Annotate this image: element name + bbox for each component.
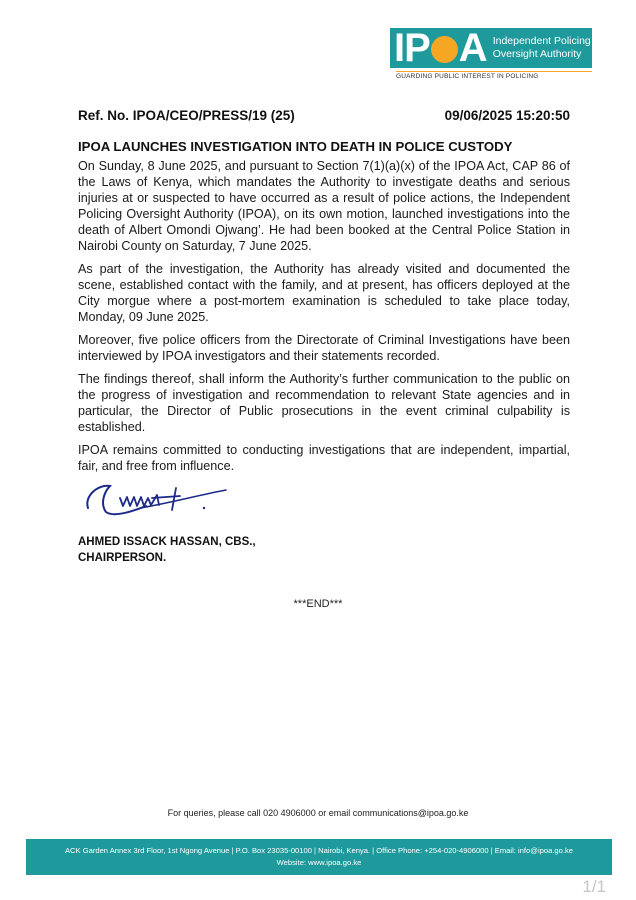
footer-address: ACK Garden Annex 3rd Floor, 1st Ngong Avenue | P.O. Box 23035-00100 | Nairobi, Kenya. | Office Phone: +254-020-4906000 | Email: info@ipoa.go.ke	[64, 846, 574, 855]
logo-word-start: IP	[394, 26, 430, 70]
logo-name	[493, 35, 591, 61]
reference-number: Ref. No. IPOA/CEO/PRESS/19 (25)	[78, 108, 295, 123]
queries-contact: For queries, please call 020 4906000 or email communications@ipoa.go.ke	[167, 808, 469, 818]
paragraph-4: The findings thereof, shall inform the Authority’s further communication to the public on the progress of investigation and recommendation to relevant State agencies and in particular, the Director of Public prosecutions in the event criminal culpability is established.	[78, 372, 570, 434]
logo-sun-icon	[431, 36, 458, 63]
paragraph-1: On Sunday, 8 June 2025, and pursuant to Section 7(1)(a)(x) of the IPOA Act, CAP 86 of the Laws of Kenya, which mandates the Authority to investigate deaths and serious injuries at or suspected to have occurred as a result of police actions, the Independent Policing Oversight Authority (IPOA), on its own motion, launched investigations into the death of Albert Omondi Ojwang’. He had been booked at the Central Police Station in Nairobi County on Saturday, 7 June 2025.	[78, 159, 570, 253]
logo-wordmark	[394, 28, 487, 68]
signatory-name: AHMED ISSACK HASSAN, CBS.,	[78, 536, 256, 548]
logo-tagline: GUARDING PUBLIC INTEREST IN POLICING	[396, 71, 592, 80]
logo-word-end: A	[458, 26, 487, 70]
end-marker: ***END***	[293, 598, 343, 610]
signatory-block	[78, 534, 256, 566]
paragraph-2: As part of the investigation, the Authority has already visited and documented the scene, established contact with the family, and at present, has officers deployed at the City morgue where a post-mortem examination is scheduled to take place today, Monday, 09 June 2025.	[78, 262, 570, 324]
press-body	[78, 158, 570, 481]
footer-bar	[26, 839, 612, 875]
paragraph-3: Moreover, five police officers from the Directorate of Criminal Investigations have been interviewed by IPOA investigators and their statements recorded.	[78, 333, 570, 363]
reference-datetime: 09/06/2025 15:20:50	[444, 108, 570, 123]
signatory-title: CHAIRPERSON.	[78, 552, 167, 564]
press-headline: IPOA LAUNCHES INVESTIGATION INTO DEATH IN POLICE CUSTODY	[78, 139, 513, 154]
handwritten-signature	[80, 478, 230, 524]
ipoa-logo	[390, 28, 592, 68]
reference-line	[78, 108, 570, 123]
footer-website: Website: www.ipoa.go.ke	[276, 858, 362, 867]
logo-name-line2: Oversight Authority	[492, 48, 582, 60]
logo-name-line1: Independent Policing	[492, 35, 591, 47]
paragraph-5: IPOA remains committed to conducting investigations that are independent, impartial, fair, and free from influence.	[78, 443, 570, 473]
page-indicator: 1/1	[582, 877, 606, 896]
